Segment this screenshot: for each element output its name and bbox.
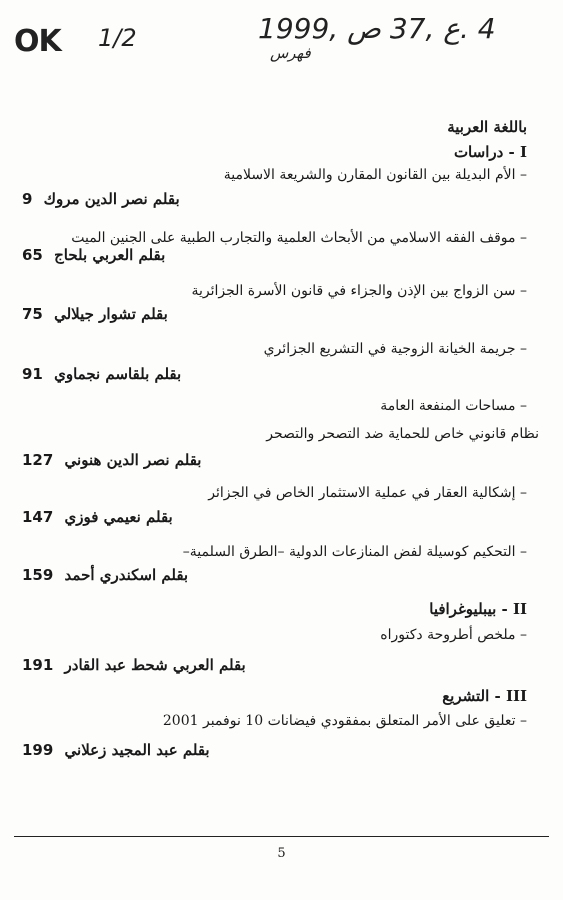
entry-title: – الأم البديلة بين القانون المقارن والشريعة الاسلامية: [223, 167, 527, 183]
entry-title: – ملخص أطروحة دكتوراه: [380, 627, 527, 643]
section-title-bibliography: II - بيبليوغرافيا: [429, 600, 527, 618]
entry-author-line: [22, 246, 165, 264]
entry-subtitle: نظام قانوني خاص للحماية ضد التصحر والتصحر: [266, 426, 539, 442]
entry-author: بقلم اسكندري أحمد: [64, 566, 189, 584]
contents-heading: باللغة العربية: [447, 118, 527, 136]
entry-title: – جريمة الخيانة الزوجية في التشريع الجزائري: [263, 341, 527, 357]
entry-author-line: [22, 656, 246, 674]
entry-author-line: [22, 365, 181, 383]
entry-page: 127: [22, 451, 54, 469]
entry-author-line: [22, 190, 180, 208]
entry-author-line: [22, 305, 168, 323]
entry-author: بقلم نصر الدين هنوني: [64, 451, 202, 469]
entry-author-line: [22, 566, 188, 584]
entry-author: بقلم عبد المجيد زعلاني: [64, 741, 210, 759]
entry-title: – تعليق على الأمر المتعلق بمفقودي فيضانات 10 نوفمبر 2001: [162, 713, 527, 729]
entry-author-line: [22, 741, 210, 759]
entry-author: بقلم العربي شحط عبد القادر: [64, 656, 246, 674]
entry-author: بقلم تشوار جيلالي: [54, 305, 168, 323]
entry-author-line: [22, 508, 173, 526]
entry-author: بقلم نصر الدين مروك: [43, 190, 180, 208]
entry-page: 9: [22, 190, 33, 208]
entry-title: – سن الزواج بين الإذن والجزاء في قانون الأسرة الجزائرية: [191, 283, 527, 299]
entry-page: 147: [22, 508, 54, 526]
handwritten-ok: OK: [14, 24, 61, 59]
entry-page: 65: [22, 246, 43, 264]
section-title-legislation: III - التشريع: [442, 687, 527, 705]
section-title-studies: I - دراسات: [453, 143, 527, 161]
handwritten-fihris: فهرس: [270, 44, 311, 62]
handwritten-code: 4 .ع ,37 ص ,1999: [258, 12, 496, 45]
entry-page: 191: [22, 656, 54, 674]
entry-author: بقلم بلقاسم نجماوي: [54, 365, 182, 383]
entry-page: 159: [22, 566, 54, 584]
footer-divider: [14, 836, 549, 837]
entry-page: 91: [22, 365, 43, 383]
entry-page: 199: [22, 741, 54, 759]
handwritten-fraction: 1/2: [98, 24, 137, 52]
entry-author: بقلم نعيمي فوزي: [64, 508, 173, 526]
entry-title: – التحكيم كوسيلة لفض المنازعات الدولية –الطرق السلمية–: [182, 544, 527, 560]
entry-author: بقلم العربي بلحاج: [54, 246, 166, 264]
entry-title: – إشكالية العقار في عملية الاستثمار الخاص في الجزائر: [208, 485, 527, 501]
entry-author-line: [22, 451, 201, 469]
entry-title: – موقف الفقه الاسلامي من الأبحاث العلمية والتجارب الطبية على الجنين الميت: [71, 230, 527, 246]
page-number: 5: [277, 846, 286, 861]
entry-page: 75: [22, 305, 43, 323]
entry-title: – مساحات المنفعة العامة: [380, 398, 527, 414]
